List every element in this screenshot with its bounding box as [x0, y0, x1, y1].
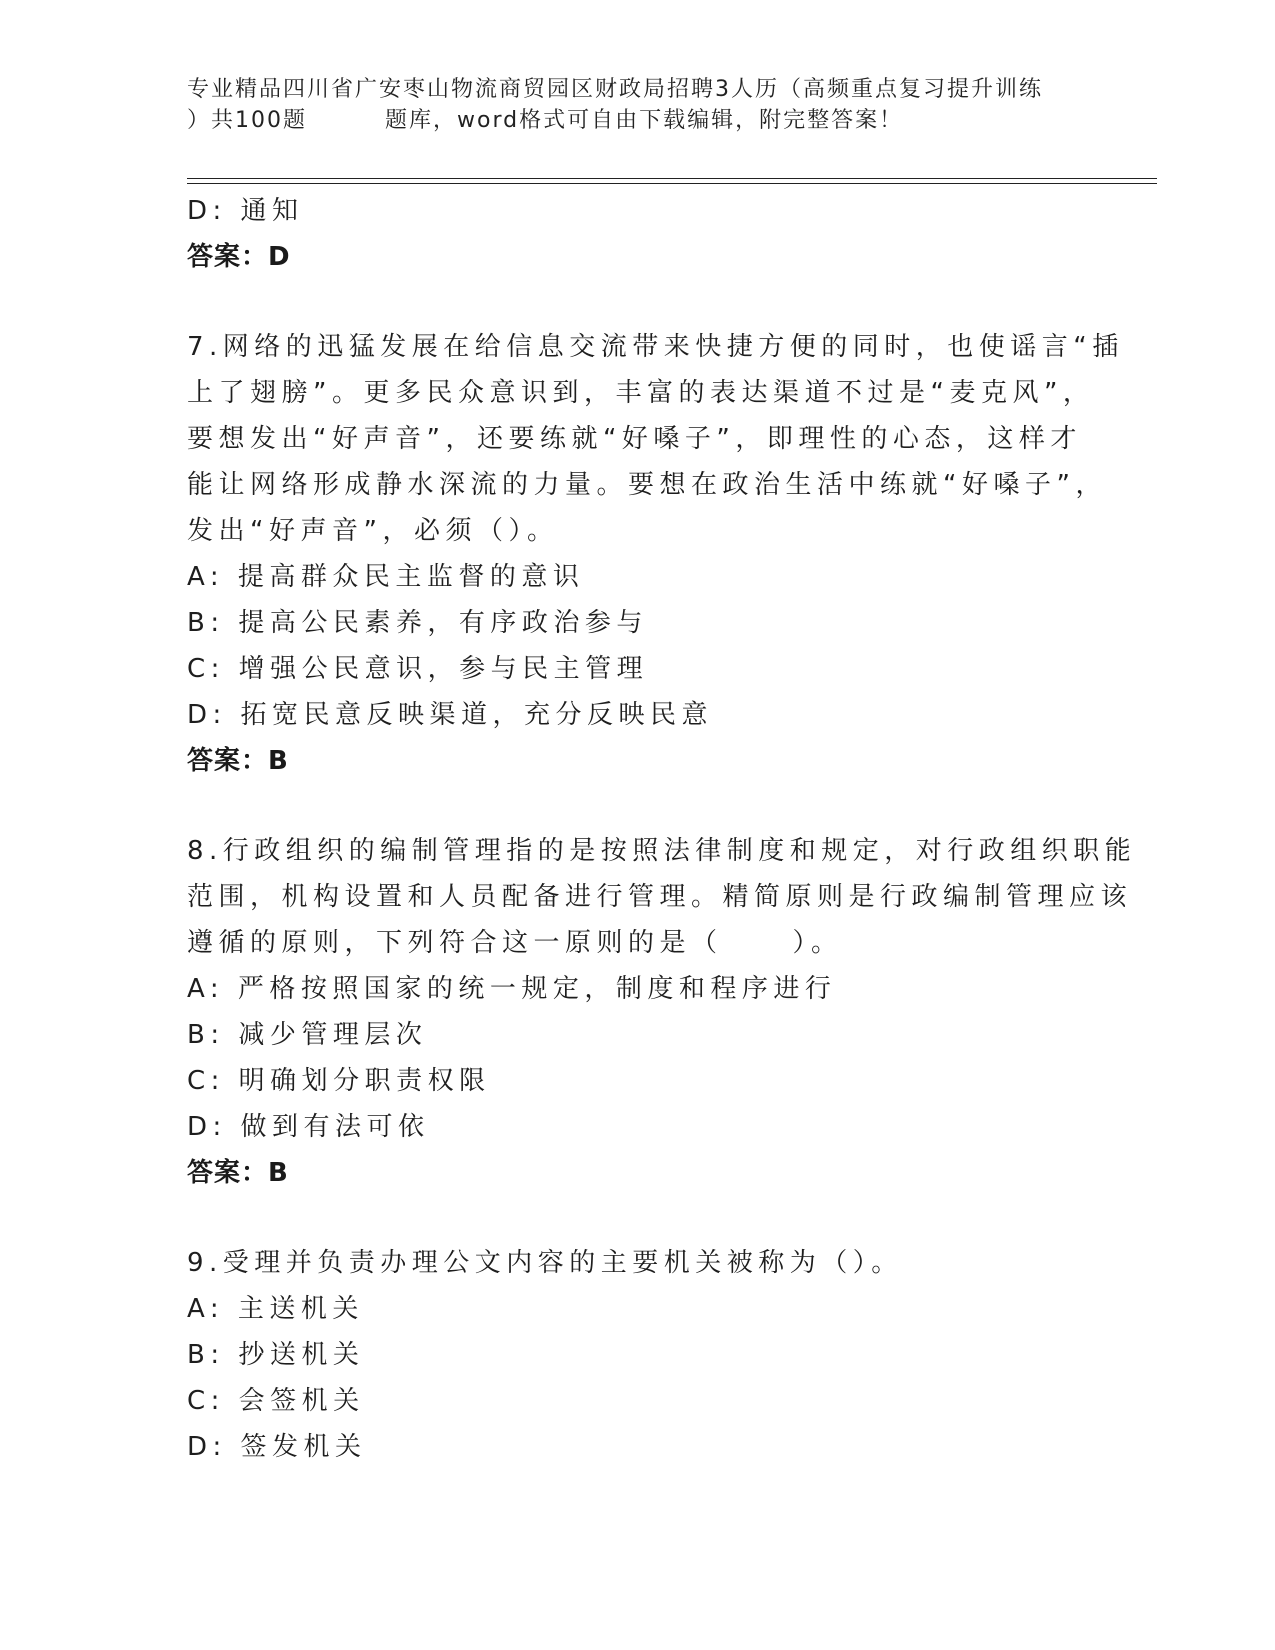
question-8-option-c: C: 明确划分职责权限 — [187, 1066, 491, 1096]
question-8-stem-line-1: 8.行政组织的编制管理指的是按照法律制度和规定，对行政组织职能 — [187, 836, 1137, 866]
question-9-option-a: A: 主送机关 — [187, 1294, 364, 1324]
question-8-stem-line-3-start: 遵循的原则，下列符合这一原则的是（ — [187, 928, 723, 958]
question-9-stem: 9.受理并负责办理公文内容的主要机关被称为（）。 — [187, 1248, 903, 1278]
question-7-answer: 答案：B — [187, 746, 289, 776]
question-7-option-d: D: 拓宽民意反映渠道，充分反映民意 — [187, 700, 714, 730]
question-7-option-b: B: 提高公民素养，有序政治参与 — [187, 608, 648, 638]
header-title-line-2 — [187, 105, 1087, 136]
prev-question-option-d: D: 通知 — [187, 196, 304, 226]
question-8 — [187, 828, 1137, 1196]
question-8-option-d: D: 做到有法可依 — [187, 1112, 430, 1142]
prev-question-answer: 答案：D — [187, 242, 291, 272]
question-7-stem-line-3: 要想发出“好声音”，还要练就“好嗓子”，即理性的心态，这样才 — [187, 424, 1082, 454]
question-9 — [187, 1240, 1067, 1470]
question-7-option-c: C: 增强公民意识，参与民主管理 — [187, 654, 649, 684]
header-title-line-1: 专业精品四川省广安枣山物流商贸园区财政局招聘3人历（高频重点复习提升训练 — [187, 77, 1043, 102]
header-title-line-2-start: ）共100题 — [187, 108, 307, 133]
question-8-answer: 答案：B — [187, 1158, 289, 1188]
question-9-option-b: B: 抄送机关 — [187, 1340, 365, 1370]
question-7-option-a: A: 提高群众民主监督的意识 — [187, 562, 585, 592]
question-7-stem-line-1: 7.网络的迅猛发展在给信息交流带来快捷方便的同时，也使谣言“插 — [187, 332, 1124, 362]
question-7-stem-line-4: 能让网络形成静水深流的力量。要想在政治生活中练就“好嗓子”， — [187, 470, 1107, 500]
question-7 — [187, 324, 1124, 784]
header-divider-top — [187, 178, 1157, 179]
question-7-stem-line-2: 上了翅膀”。更多民众意识到，丰富的表达渠道不过是“麦克风”， — [187, 378, 1095, 408]
header-divider-bottom — [187, 183, 1157, 184]
question-9-option-d: D: 签发机关 — [187, 1432, 367, 1462]
document-header — [187, 74, 1087, 136]
question-8-option-b: B: 减少管理层次 — [187, 1020, 428, 1050]
question-list — [187, 188, 1137, 1470]
question-8-stem-line-2: 范围，机构设置和人员配备进行管理。精简原则是行政编制管理应该 — [187, 882, 1133, 912]
question-8-stem-line-3-end: ）。 — [792, 928, 843, 958]
question-7-stem-line-5: 发出“好声音”，必须（）。 — [187, 516, 559, 546]
header-title-line-2-end: 题库，word格式可自由下载编辑，附完整答案！ — [385, 108, 904, 133]
question-9-option-c: C: 会签机关 — [187, 1386, 365, 1416]
question-8-option-a: A: 严格按照国家的统一规定，制度和程序进行 — [187, 974, 837, 1004]
question-8-stem-line-3 — [187, 920, 1067, 966]
